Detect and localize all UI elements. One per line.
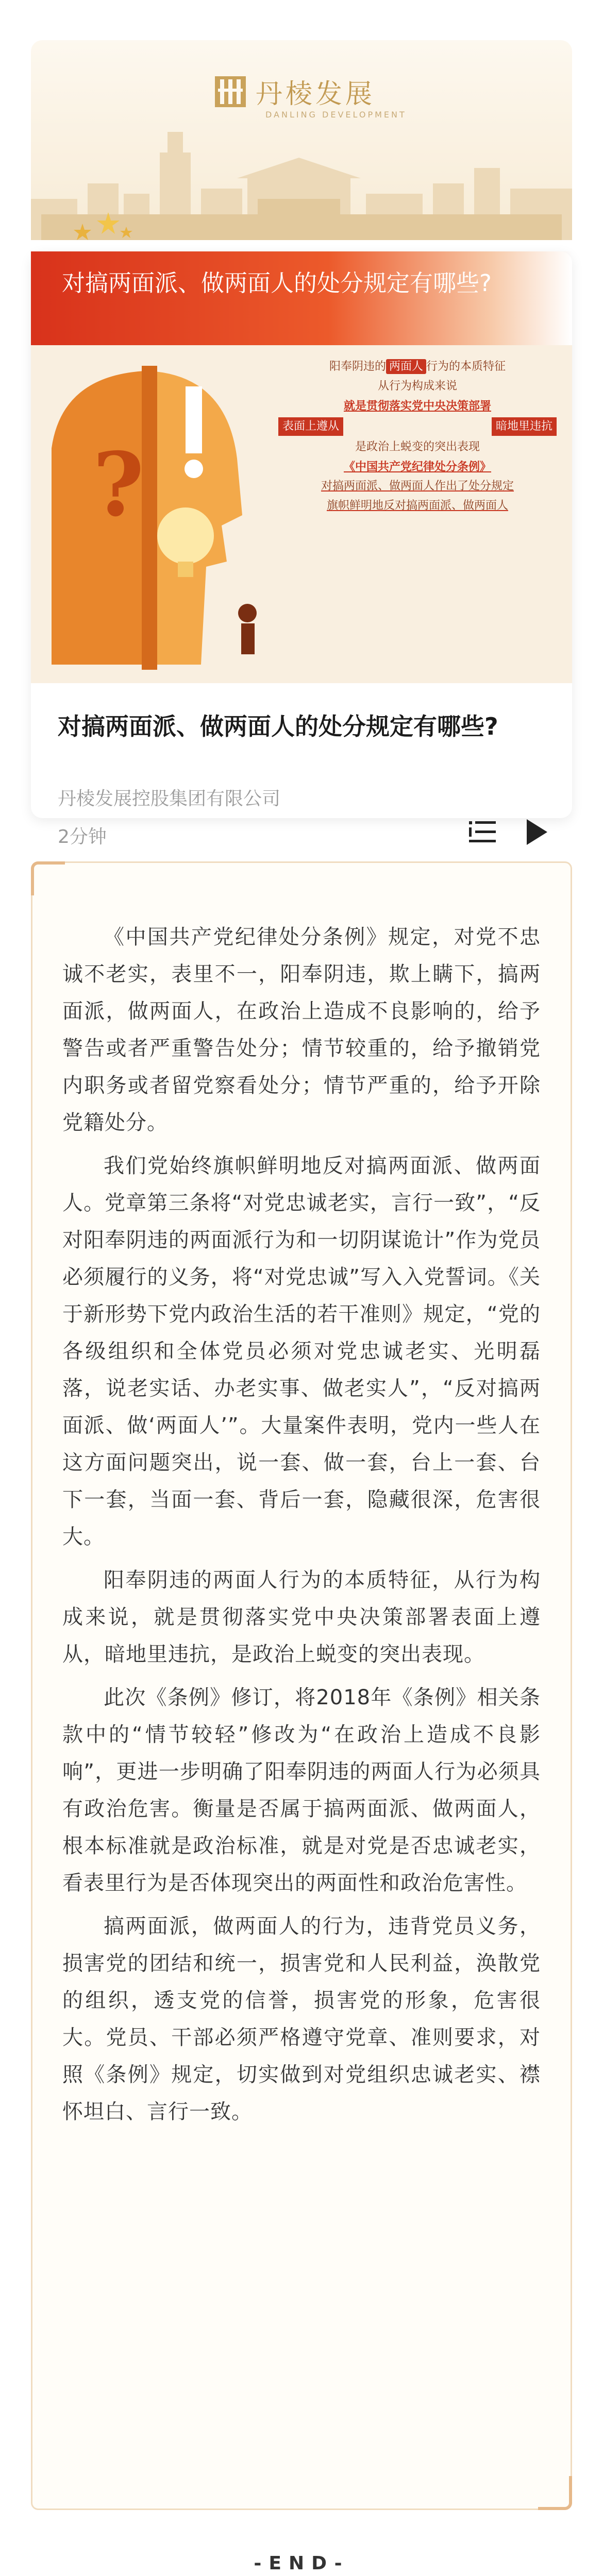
poster-line: 是政治上蜕变的突出表现	[355, 440, 480, 453]
article-title[interactable]: 对搞两面派、做两面人的处分规定有哪些?	[58, 713, 498, 740]
article-body	[31, 861, 572, 2510]
body-paragraph: 搞两面派，做两面人的行为，违背党员义务，损害党的团结和统一，损害党和人民利益，涣散党的组织，透支党的信誉，损害党的形象，危害很大。党员、干部必须严格遵守党章、准则要求，对照《条例》规定，切实做到对党组织忠诚老实、襟怀坦白、言行一致。	[62, 1914, 541, 2124]
brand-name: 丹棱发展	[256, 79, 376, 110]
poster-line: 表面上遵从 暗地里违抗	[273, 417, 562, 436]
article-card[interactable]	[31, 251, 572, 848]
body-paragraph: 阳奉阴违的两面人行为的本质特征，从行为构成来说，就是贯彻落实党中央决策部署表面上遵从，暗地里违抗，是政治上蜕变的突出表现。	[62, 1568, 541, 1666]
brand-subtitle: DANLING DEVELOPMENT	[265, 110, 407, 120]
poster-line: 就是贯彻落实党中央决策部署	[343, 399, 491, 413]
cover-ribbon	[31, 251, 572, 345]
audio-duration: 2分钟	[58, 826, 107, 848]
body-paragraph: 我们党始终旗帜鲜明地反对搞两面派、做两面人。党章第三条将“对党忠诚老实，言行一致”，“反对阳奉阴违的两面派行为和一切阴谋诡计”作为党员必须履行的义务，将“对党忠诚”写入入党誓词。《关于新形势下党内政治生活的若干准则》规定，“党的各级组织和全体党员必须对党忠诚老实、光明磊落，说老实话、办老实事、做老实人”，“反对搞两面派、做‘两面人’”。大量案件表明，党内一些人在这方面问题突出，说一套、做一套，台上一套、台下一套，当面一套、背后一套，隐藏很深，危害很大。	[62, 1154, 541, 1549]
two-faced-head-illustration	[31, 345, 273, 683]
body-paragraph: 《中国共产党纪律处分条例》规定，对党不忠诚不老实，表里不一，阳奉阴违，欺上瞒下，搞两面派，做两面人，在政治上造成不良影响的，给予警告或者严重警告处分；情节较重的，给予撤销党内职务或者留党察看处分；情节严重的，给予开除党籍处分。	[62, 925, 541, 1134]
play-icon[interactable]	[524, 817, 549, 847]
body-paragraph: 此次《条例》修订，将2018年《条例》相关条款中的“情节较轻”修改为“在政治上造成不良影响”，更进一步明确了阳奉阴违的两面人行为必须具有政治危害。衡量是否属于搞两面派、做两面人，根本标准就是政治标准，就是对党是否忠诚老实，看表里行为是否体现突出的两面性和政治危害性。	[62, 1686, 541, 1895]
stars-decoration-icon	[72, 208, 134, 244]
poster-line: 对搞两面派、做两面人作出了处分规定	[321, 480, 514, 493]
poster-line: 从行为构成来说	[377, 380, 457, 393]
cover-poster-text	[273, 355, 562, 517]
cover-title: 对搞两面派、做两面人的处分规定有哪些?	[62, 269, 492, 297]
cover-poster	[31, 345, 572, 683]
brand-logo-icon	[214, 75, 247, 108]
end-marker: -END-	[254, 2553, 349, 2574]
poster-line: 阳奉阴违的 两面人 行为的本质特征	[329, 360, 506, 373]
article-source: 丹棱发展控股集团有限公司	[58, 788, 281, 809]
playlist-icon[interactable]	[468, 819, 498, 845]
svg-text:?: ?	[93, 433, 144, 536]
poster-line: 《中国共产党纪律处分条例》	[343, 460, 491, 473]
poster-line: 旗帜鲜明地反对搞两面派、做两面人	[326, 499, 508, 512]
